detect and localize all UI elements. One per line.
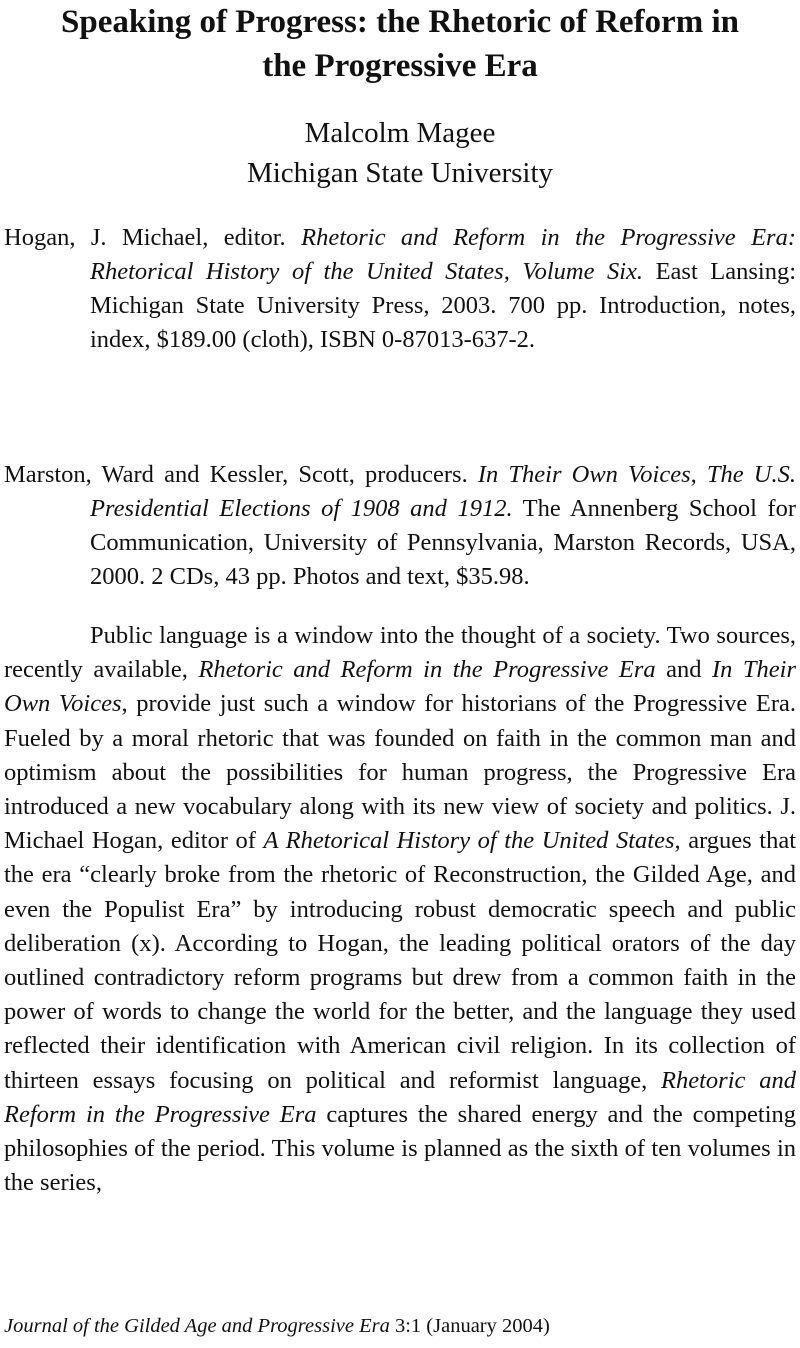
body-italic-title: Rhetoric and Reform in the Progressive Era [198,656,656,684]
body-text: Public language is a window into the thought of a society. Two sources, recently available, [4,622,796,684]
journal-issue: 3:1 (January 2004) [389,1315,550,1337]
body-text: argues that the era “clearly broke from the rhetoric of Reconstruction, the Gilded Age, and even the Populist Era” by introducing robust democratic speech and public deliberation (x). According to Hogan, the leading political orators of the day outlined contradictory reform programs but drew from a common faith in the power of words to change the world for the better, and the language they used reflected their identification with American civil religion. In its collection of thirteen essays focusing on political and reformist language, [4,827,796,1094]
body-italic-title: In Their Own Voices [4,656,796,718]
journal-footer [4,1312,796,1340]
body-italic-title: Rhetoric and Reform in the Progressive Era [4,1066,796,1128]
reference-marston [4,458,796,594]
body-text: and [655,656,712,684]
reference-hogan [4,221,796,357]
reference-lead: Marston, Ward and Kessler, Scott, producers. [4,461,478,488]
author-affiliation: Michigan State University [246,157,554,189]
journal-name: Journal of the Gilded Age and Progressive Era [4,1315,390,1337]
reference-details: The Annenberg School for Communication, University of Pennsylvania, Marston Records, USA, 2000. 2 CDs, 43 pp. Photos and text, $35.98. [90,495,797,590]
article-title-line-1: Speaking of Progress: the Rhetoric of Reform in [61,4,739,40]
body-text: , provide just such a window for historians of the Progressive Era. Fueled by a moral rhetoric that was founded on faith in the common man and optimism about the possibilities for human progress, the Progressive Era introduced a new vocabulary along with its new view of society and politics. J. Michael Hogan, editor of [4,690,796,855]
author-name: Malcolm Magee [304,117,496,149]
article-title-line-2: the Progressive Era [262,48,538,84]
reference-title: In Their Own Voices, The U.S. Presidential Elections of 1908 and 1912. [90,461,796,522]
reference-lead: Hogan, J. Michael, editor. [4,224,302,251]
author-block [0,113,800,193]
reference-details: East Lansing: Michigan State University Press, 2003. 700 pp. Introduction, notes, index, $189.00 (cloth), ISBN 0-87013-637-2. [90,258,797,353]
body-paragraph [4,619,796,1200]
body-italic-title: A Rhetorical History of the United States, [263,827,681,855]
reference-title: Rhetoric and Reform in the Progressive Era: Rhetorical History of the United States, Volume Six. [90,224,796,285]
body-text: captures the shared energy and the competing philosophies of the period. This volume is planned as the sixth of ten volumes in the series, [4,1100,797,1197]
article-title [0,0,800,88]
